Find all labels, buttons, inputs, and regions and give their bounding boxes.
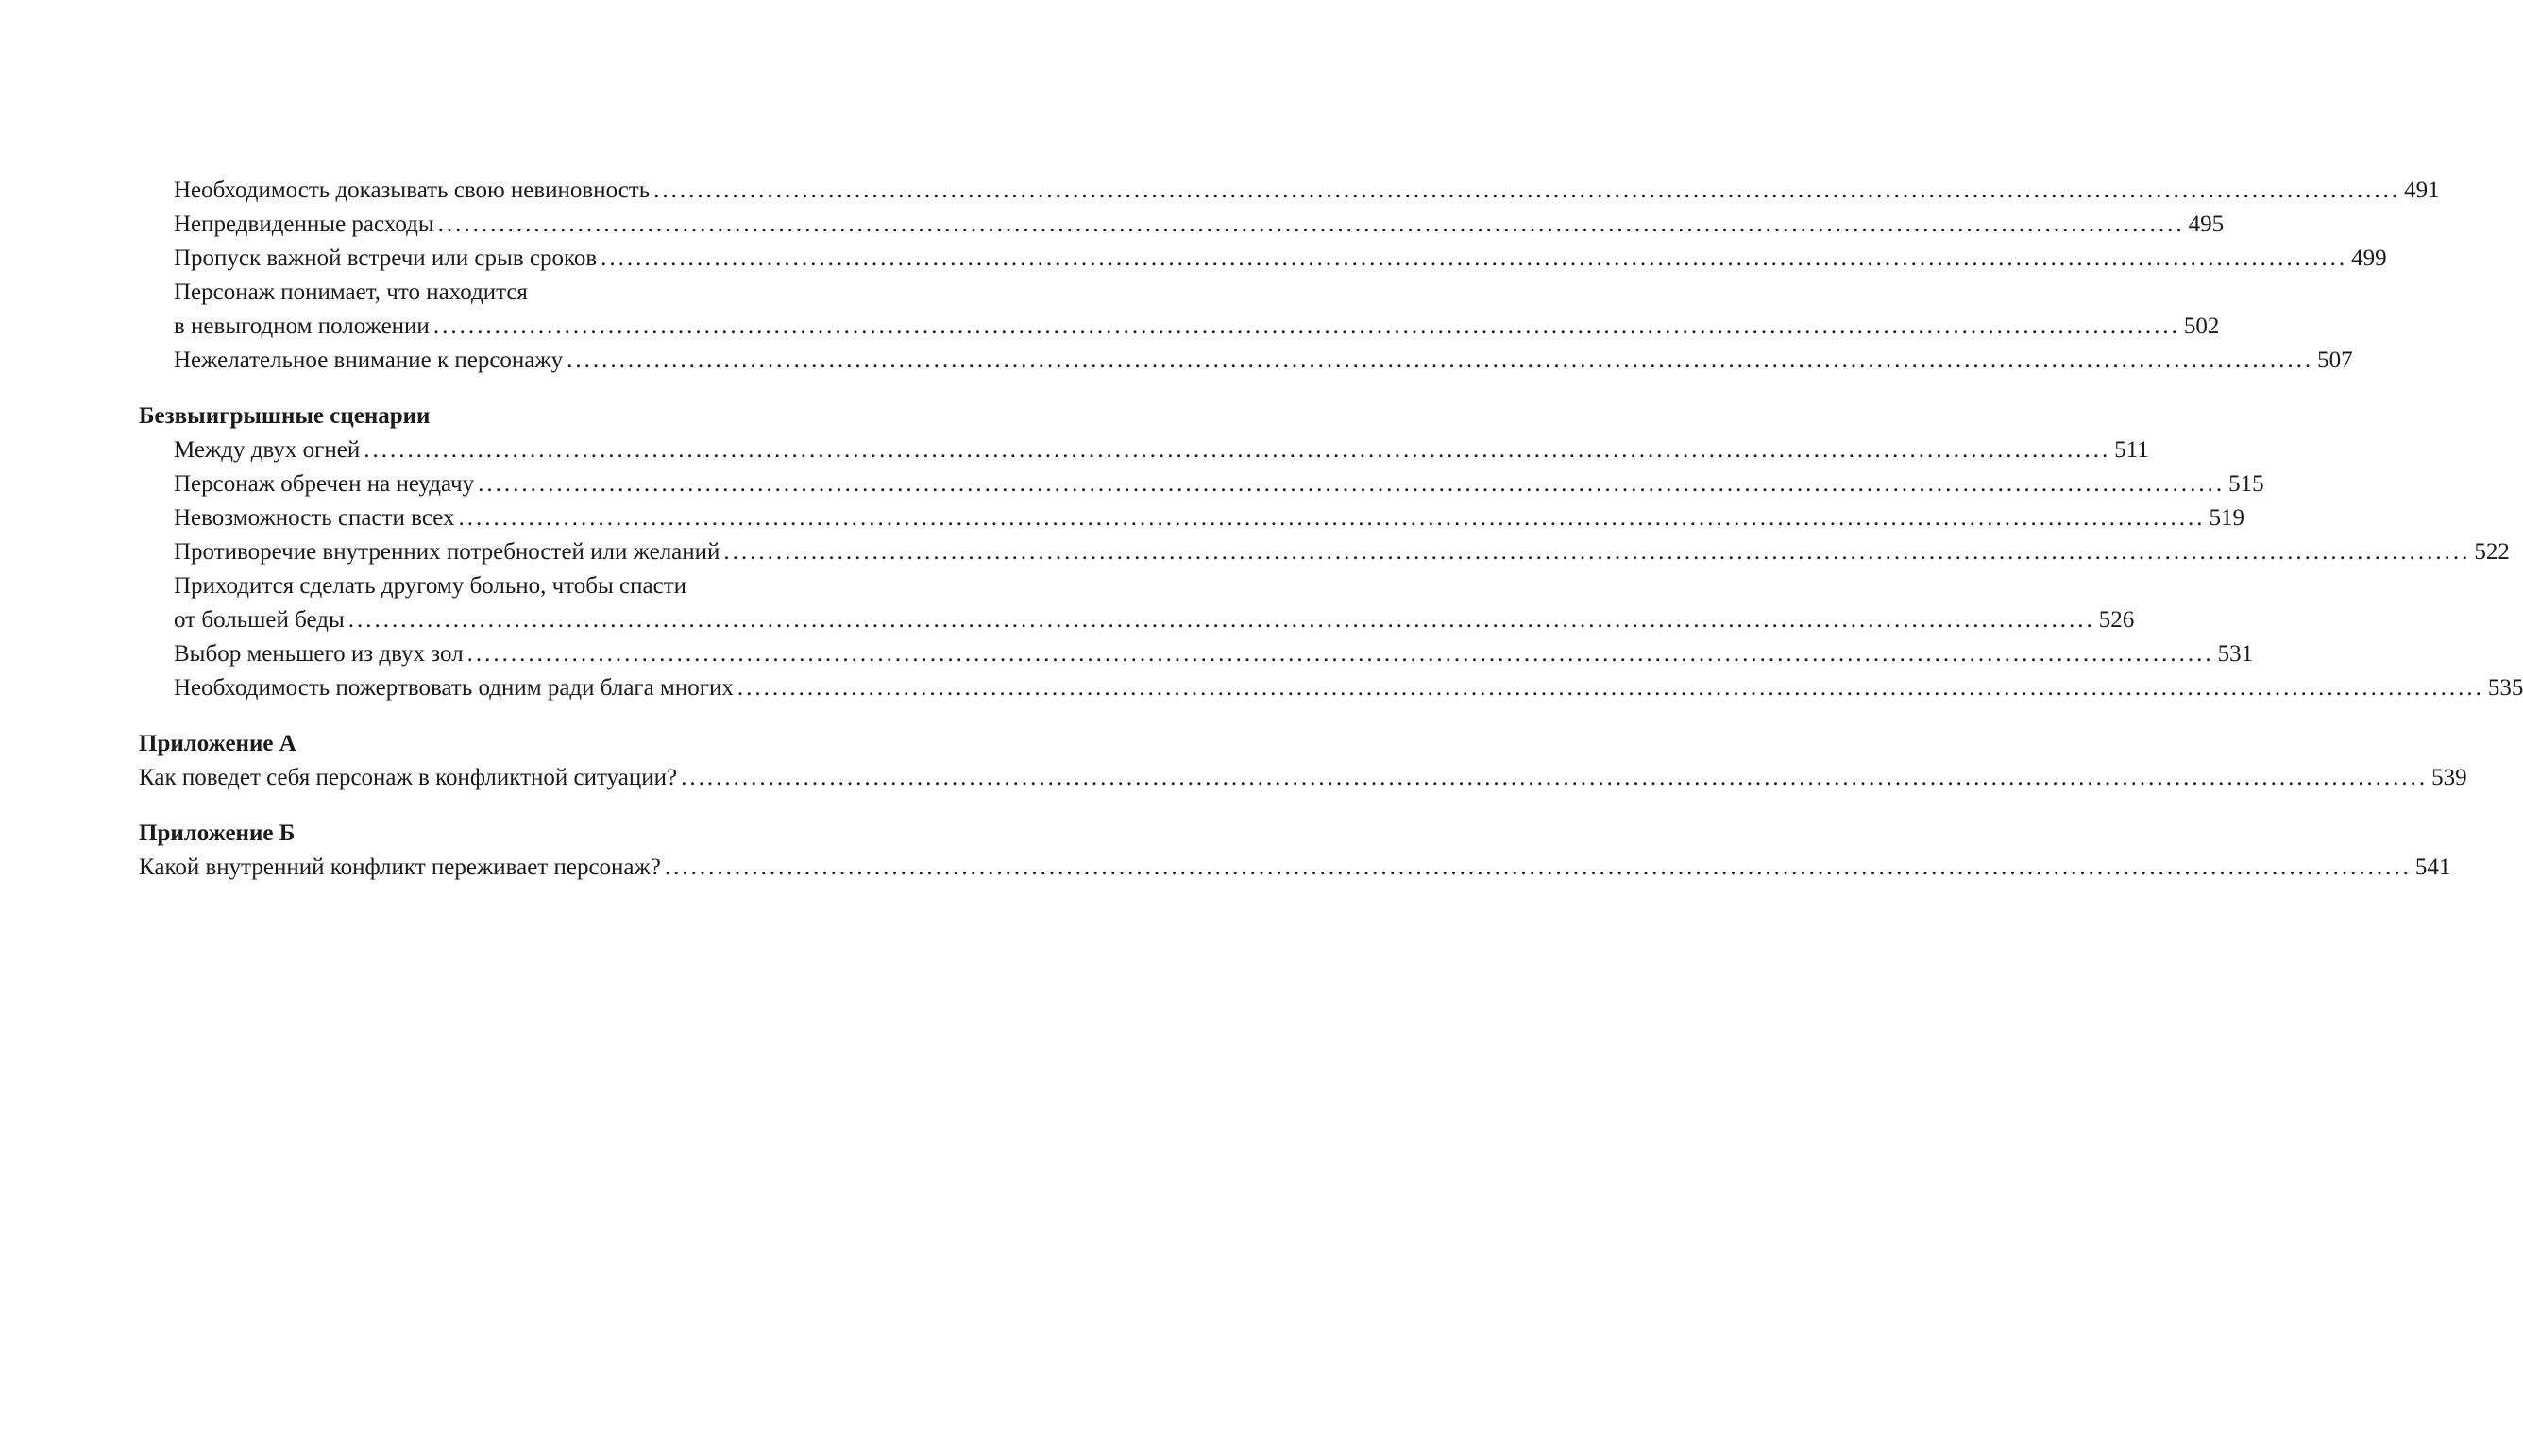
toc-entry-title: от большей беды bbox=[174, 607, 345, 633]
toc-group-appendix-b bbox=[139, 817, 2451, 885]
toc-entry-title: Нежелательное внимание к персонажу bbox=[174, 347, 564, 373]
toc-page-number: 541 bbox=[2414, 855, 2451, 880]
toc-page-number: 502 bbox=[2183, 313, 2220, 339]
toc-entry bbox=[139, 208, 2225, 242]
toc-entry bbox=[139, 637, 2254, 671]
toc-page-number: 526 bbox=[2098, 607, 2135, 633]
toc-entry-title: Выбор меньшего из двух зол bbox=[174, 641, 464, 667]
toc-entry-title: Какой внутренний конфликт переживает персонаж? bbox=[139, 855, 661, 880]
toc-entry-title: в невыгодном положении bbox=[174, 313, 430, 339]
toc-entry bbox=[139, 851, 2451, 885]
toc-entry bbox=[139, 310, 2220, 344]
dot-leader: ........................................................................................................................................................................................................ bbox=[681, 765, 2429, 790]
toc-entry bbox=[139, 671, 2523, 705]
dot-leader: ........................................................................................................................................................................................................ bbox=[737, 675, 2484, 701]
toc-entry-title: Пропуск важной встречи или срыв сроков bbox=[174, 245, 598, 271]
toc-page-number: 507 bbox=[2317, 347, 2353, 373]
toc-entry-title: Как поведет себя персонаж в конфликтной ситуации? bbox=[139, 765, 678, 790]
toc-page-number: 531 bbox=[2217, 641, 2254, 667]
toc-section-heading: Приложение А bbox=[139, 731, 296, 756]
toc-entry bbox=[139, 761, 2467, 795]
toc-page-number: 539 bbox=[2431, 765, 2467, 790]
toc-page-number: 522 bbox=[2474, 539, 2510, 565]
toc-entry-title: Необходимость доказывать свою невиновность bbox=[174, 178, 651, 203]
toc-entry bbox=[139, 603, 2135, 637]
toc-entry-title: Между двух огней bbox=[174, 437, 361, 463]
dot-leader: ........................................................................................................................................................................................................ bbox=[567, 347, 2314, 373]
toc-page-number: 515 bbox=[2228, 471, 2264, 497]
dot-leader: ........................................................................................................................................................................................................ bbox=[466, 641, 2214, 667]
dot-leader: ........................................................................................................................................................................................................ bbox=[437, 212, 2185, 237]
toc-page-number: 491 bbox=[2404, 178, 2440, 203]
dot-leader: ........................................................................................................................................................................................................ bbox=[347, 607, 2095, 633]
dot-leader: ........................................................................................................................................................................................................ bbox=[458, 505, 2206, 531]
toc-entry-title: Невозможность спасти всех bbox=[174, 505, 455, 531]
toc-page-number: 495 bbox=[2188, 212, 2225, 237]
toc-entry bbox=[139, 535, 2510, 569]
toc-entry-title: Персонаж обречен на неудачу bbox=[174, 471, 475, 497]
dot-leader: ........................................................................................................................................................................................................ bbox=[653, 178, 2401, 203]
dot-leader: ........................................................................................................................................................................................................ bbox=[364, 437, 2111, 463]
toc-entry-title: Необходимость пожертвовать одним ради блага многих bbox=[174, 675, 734, 701]
toc-section-heading: Приложение Б bbox=[139, 821, 296, 846]
toc-entry-title-line: Приходится сделать другому больно, чтобы спасти bbox=[174, 573, 687, 599]
toc-entry bbox=[139, 242, 2387, 276]
toc-section-heading: Безвыигрышные сценарии bbox=[139, 403, 431, 429]
toc-entry-title: Противоречие внутренних потребностей или желаний bbox=[174, 539, 720, 565]
toc-group-continued bbox=[139, 174, 2440, 378]
toc-entry-title-line: Персонаж понимает, что находится bbox=[174, 279, 528, 305]
dot-leader: ........................................................................................................................................................................................................ bbox=[723, 539, 2471, 565]
toc-entry bbox=[139, 433, 2149, 467]
dot-leader: ........................................................................................................................................................................................................ bbox=[601, 245, 2348, 271]
dot-leader: ........................................................................................................................................................................................................ bbox=[432, 313, 2180, 339]
toc-page-number: 511 bbox=[2114, 437, 2149, 463]
toc-entry bbox=[139, 344, 2353, 378]
toc-entry bbox=[139, 174, 2440, 208]
dot-leader: ........................................................................................................................................................................................................ bbox=[664, 855, 2412, 880]
toc-page-number: 535 bbox=[2487, 675, 2523, 701]
toc-entry bbox=[139, 467, 2264, 501]
toc-entry bbox=[139, 501, 2244, 535]
toc-group-no-win-scenarios bbox=[139, 399, 2523, 705]
table-of-contents bbox=[139, 174, 2523, 885]
toc-page-number: 499 bbox=[2351, 245, 2387, 271]
toc-group-appendix-a bbox=[139, 727, 2467, 795]
toc-entry-title: Непредвиденные расходы bbox=[174, 212, 434, 237]
toc-page-number: 519 bbox=[2209, 505, 2244, 531]
dot-leader: ........................................................................................................................................................................................................ bbox=[478, 471, 2226, 497]
